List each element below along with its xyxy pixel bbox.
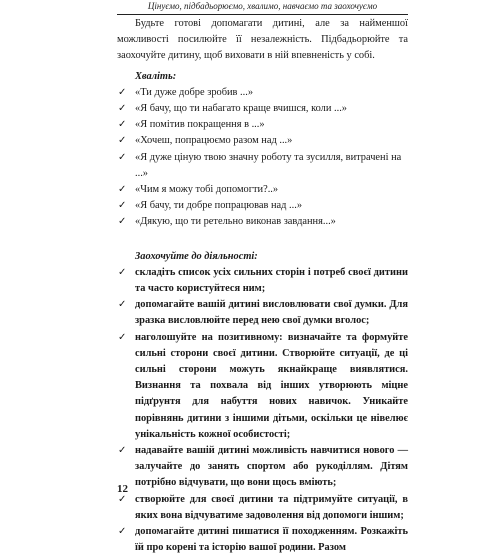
list-item-text: створюйте для своєї дитини та підтримуйте ситуації, в яких вона відчуватиме задоволення від допомоги іншим; — [135, 493, 408, 521]
page-number: 12 — [117, 483, 128, 495]
check-icon: ✓ — [118, 216, 127, 228]
check-icon: ✓ — [118, 184, 127, 196]
praise-list — [117, 85, 408, 231]
check-icon: ✓ — [118, 526, 127, 538]
encourage-list — [117, 265, 408, 557]
list-item-text: «Ти дуже добре зробив ...» — [135, 86, 254, 98]
list-item — [117, 133, 408, 149]
encourage-heading: Заохочуйте до діяльності: — [135, 250, 258, 262]
check-icon: ✓ — [118, 493, 127, 505]
check-icon: ✓ — [118, 200, 127, 212]
list-item — [117, 330, 408, 443]
list-item — [117, 182, 408, 198]
list-item — [117, 101, 408, 117]
list-item — [117, 265, 408, 297]
check-icon: ✓ — [118, 86, 127, 98]
check-icon: ✓ — [118, 151, 127, 163]
list-item-text: допомагайте вашій дитині висловлювати свої думки. Для зразка висловлюйте перед нею свої думки вголос; — [135, 299, 408, 327]
list-item-text: «Я дуже ціную твою значну роботу та зусилля, витрачені на ...» — [135, 151, 402, 179]
check-icon: ✓ — [118, 119, 127, 131]
check-icon: ✓ — [118, 135, 127, 147]
running-header: Цінуємо, підбадьорюємо, хвалимо, навчаємо та заохочуємо — [117, 0, 408, 15]
list-item-text: «Я бачу, ти добре попрацював над ...» — [135, 200, 303, 212]
list-item — [117, 297, 408, 329]
intro-paragraph: Будьте готові допомагати дитині, але за найменшої можливості посилюйте її незалежність. Підбадьорюйте та заохочуйте дитину, щоб виховати в ній впевненість у собі. — [117, 18, 408, 62]
list-item — [117, 85, 408, 101]
list-item-text: «Я помітив покращення в ...» — [135, 119, 265, 131]
check-icon: ✓ — [118, 331, 127, 343]
list-item-text: «Дякую, що ти ретельно виконав завдання...» — [135, 216, 336, 228]
list-item — [117, 150, 408, 182]
list-item-text: «Хочеш, попрацюємо разом над ...» — [135, 135, 293, 147]
list-item-text: надавайте вашій дитині можливість навчитися нового — залучайте до занять спортом або рукоділлям. Дітям потрібно відчувати, що вони щось вміють; — [135, 445, 408, 489]
check-icon: ✓ — [118, 266, 127, 278]
list-item — [117, 443, 408, 492]
check-icon: ✓ — [118, 299, 127, 311]
list-item — [117, 524, 408, 556]
list-item — [117, 117, 408, 133]
list-item-text: «Я бачу, що ти набагато краще вчишся, коли ...» — [135, 103, 348, 115]
list-item-text: наголошуйте на позитивному: визначайте та формуйте сильні сторони своєї дитини. Створюйте ситуації, де ці сильні сторони можуть якнайкраще виявлятися. Визнання та похвала від інших утворюють міцне підґрунтя для набуття нових навичок. Уникайте порівнянь дитини з іншими дітьми, оскільки це нівелює унікальність кожної особистості; — [135, 331, 408, 440]
praise-heading: Хваліть: — [135, 70, 177, 82]
list-item-text: допомагайте дитині пишатися її походженням. Розкажіть їй про корені та історію вашої родини. Разом — [135, 526, 408, 554]
list-item — [117, 214, 408, 230]
list-item-text: «Чим я можу тобі допомогти?..» — [135, 184, 279, 196]
list-item — [117, 492, 408, 524]
list-item-text: складіть список усіх сильних сторін і потреб своєї дитини та часто користуйтеся ним; — [135, 266, 408, 295]
check-icon: ✓ — [118, 445, 127, 457]
list-item — [117, 198, 408, 214]
page-content — [117, 16, 408, 557]
check-icon: ✓ — [118, 103, 127, 115]
